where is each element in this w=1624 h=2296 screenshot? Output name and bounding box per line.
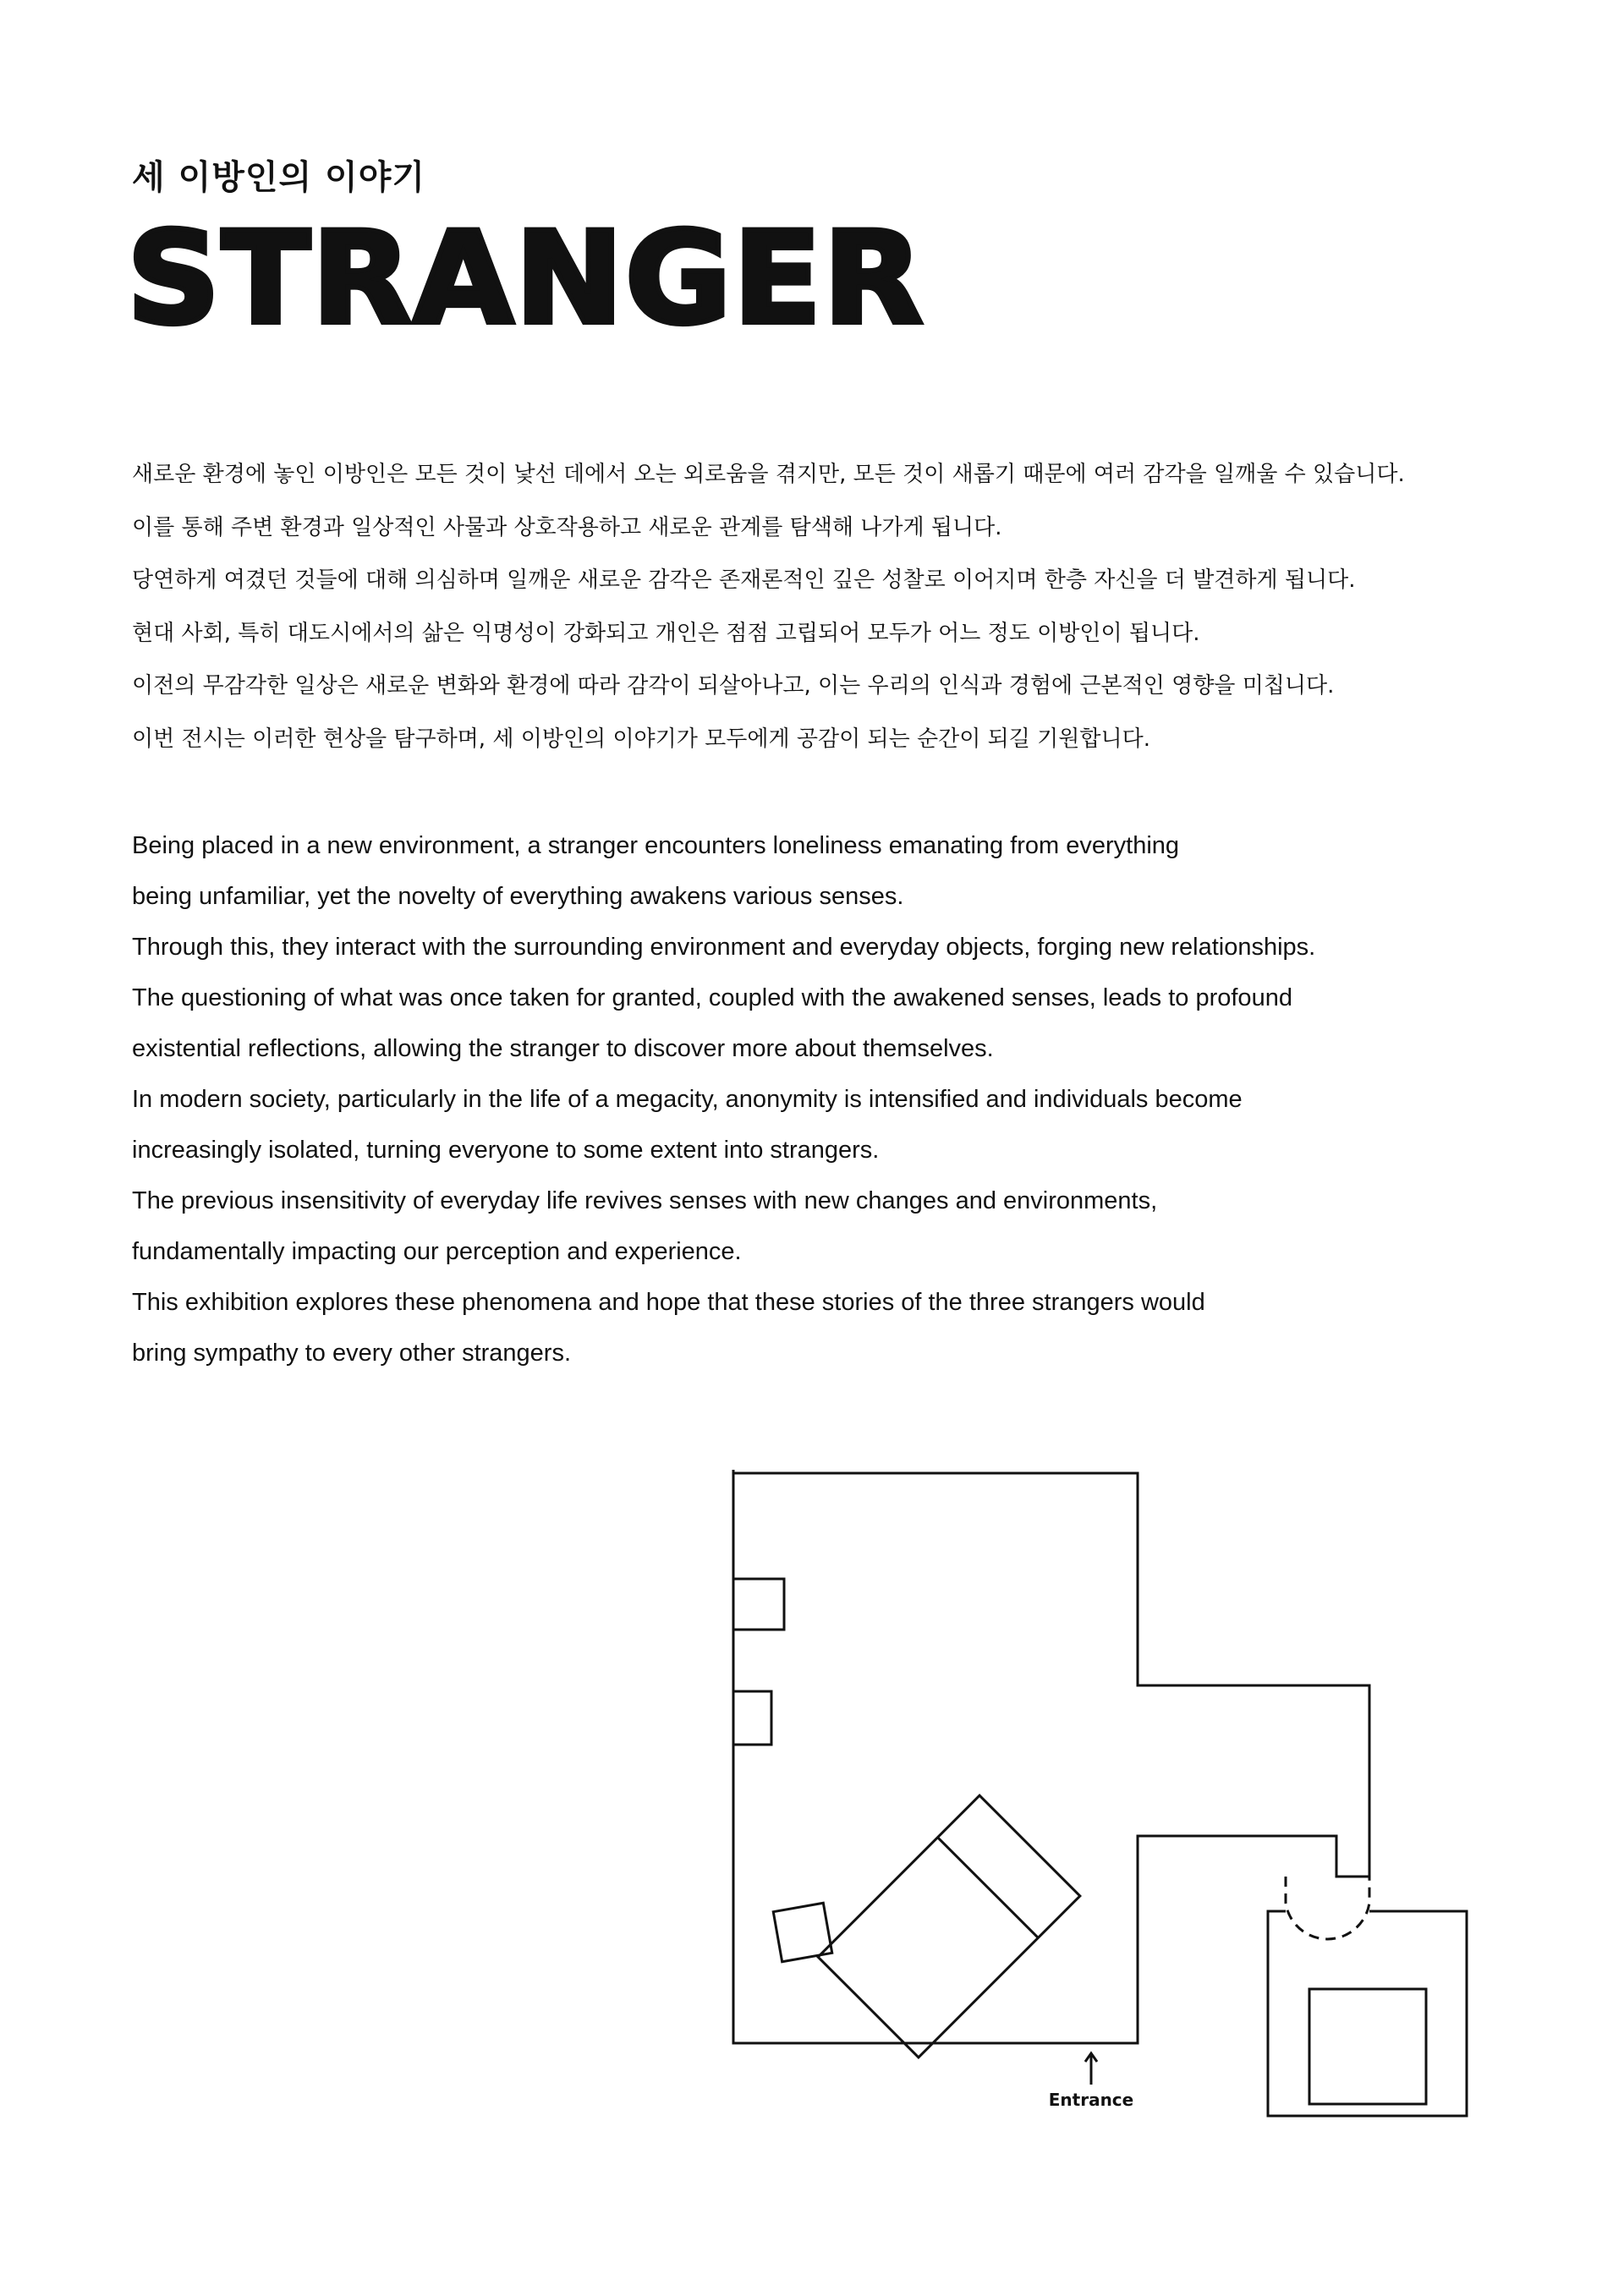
- english-description: [132, 820, 1570, 1378]
- english-line: existential reflections, allowing the stranger to discover more about themselves.: [132, 1035, 994, 1062]
- english-line: being unfamiliar, yet the novelty of everything awakens various senses.: [132, 883, 904, 910]
- korean-line: 현대 사회, 특히 대도시에서의 삶은 익명성이 강화되고 개인은 점점 고립되어 모두가 어느 정도 이방인이 됩니다.: [132, 620, 1200, 646]
- entrance-label: Entrance: [1048, 2090, 1134, 2110]
- wall-niche: [733, 1579, 784, 1630]
- english-line: Being placed in a new environment, a stranger encounters loneliness emanating from everything: [132, 832, 1180, 859]
- bed: [818, 1795, 1080, 2058]
- english-line: fundamentally impacting our perception and experience.: [132, 1238, 742, 1265]
- side-room-box: [1309, 1989, 1426, 2104]
- english-line: increasingly isolated, turning everyone to some extent into strangers.: [132, 1137, 880, 1164]
- english-line: This exhibition explores these phenomena and hope that these stories of the three strangers would: [132, 1289, 1205, 1316]
- korean-line: 이번 전시는 이러한 현상을 탐구하며, 세 이방인의 이야기가 모두에게 공감이 되는 순간이 되길 기원합니다.: [132, 726, 1150, 752]
- korean-line: 이를 통해 주변 환경과 일상적인 사물과 상호작용하고 새로운 관계를 탐색해 나가게 됩니다.: [132, 514, 1002, 540]
- english-line: The previous insensitivity of everyday life revives senses with new changes and environments,: [132, 1187, 1158, 1214]
- korean-line: 새로운 환경에 놓인 이방인은 모든 것이 낯선 데에서 오는 외로움을 겪지만, 모든 것이 새롭기 때문에 여러 감각을 일깨울 수 있습니다.: [132, 462, 1405, 487]
- english-line: bring sympathy to every other strangers.: [132, 1340, 572, 1367]
- english-line: In modern society, particularly in the life of a megacity, anonymity is intensified and individuals become: [132, 1086, 1243, 1113]
- korean-line: 이전의 무감각한 일상은 새로운 변화와 환경에 따라 감각이 되살아나고, 이는 우리의 인식과 경험에 근본적인 영향을 미칩니다.: [132, 673, 1335, 699]
- main-room-wall: [733, 1470, 1369, 2043]
- english-line: The questioning of what was once taken for granted, coupled with the awakened senses, leads to profound: [132, 984, 1292, 1011]
- korean-description: [132, 448, 1570, 765]
- door-arc: [1286, 1877, 1369, 1939]
- small-table: [773, 1903, 832, 1962]
- subtitle: 세 이방인의 이야기: [132, 158, 425, 197]
- korean-line: 당연하게 여겼던 것들에 대해 의심하며 일깨운 새로운 감각은 존재론적인 깊은 성찰로 이어지며 한층 자신을 더 발견하게 됩니다.: [132, 567, 1356, 593]
- entrance-arrowhead: [1085, 2053, 1097, 2062]
- page-title: STRANGER: [127, 205, 925, 353]
- side-room-wall: [1268, 1911, 1467, 2116]
- english-line: Through this, they interact with the surrounding environment and everyday objects, forging new relationships.: [132, 934, 1316, 961]
